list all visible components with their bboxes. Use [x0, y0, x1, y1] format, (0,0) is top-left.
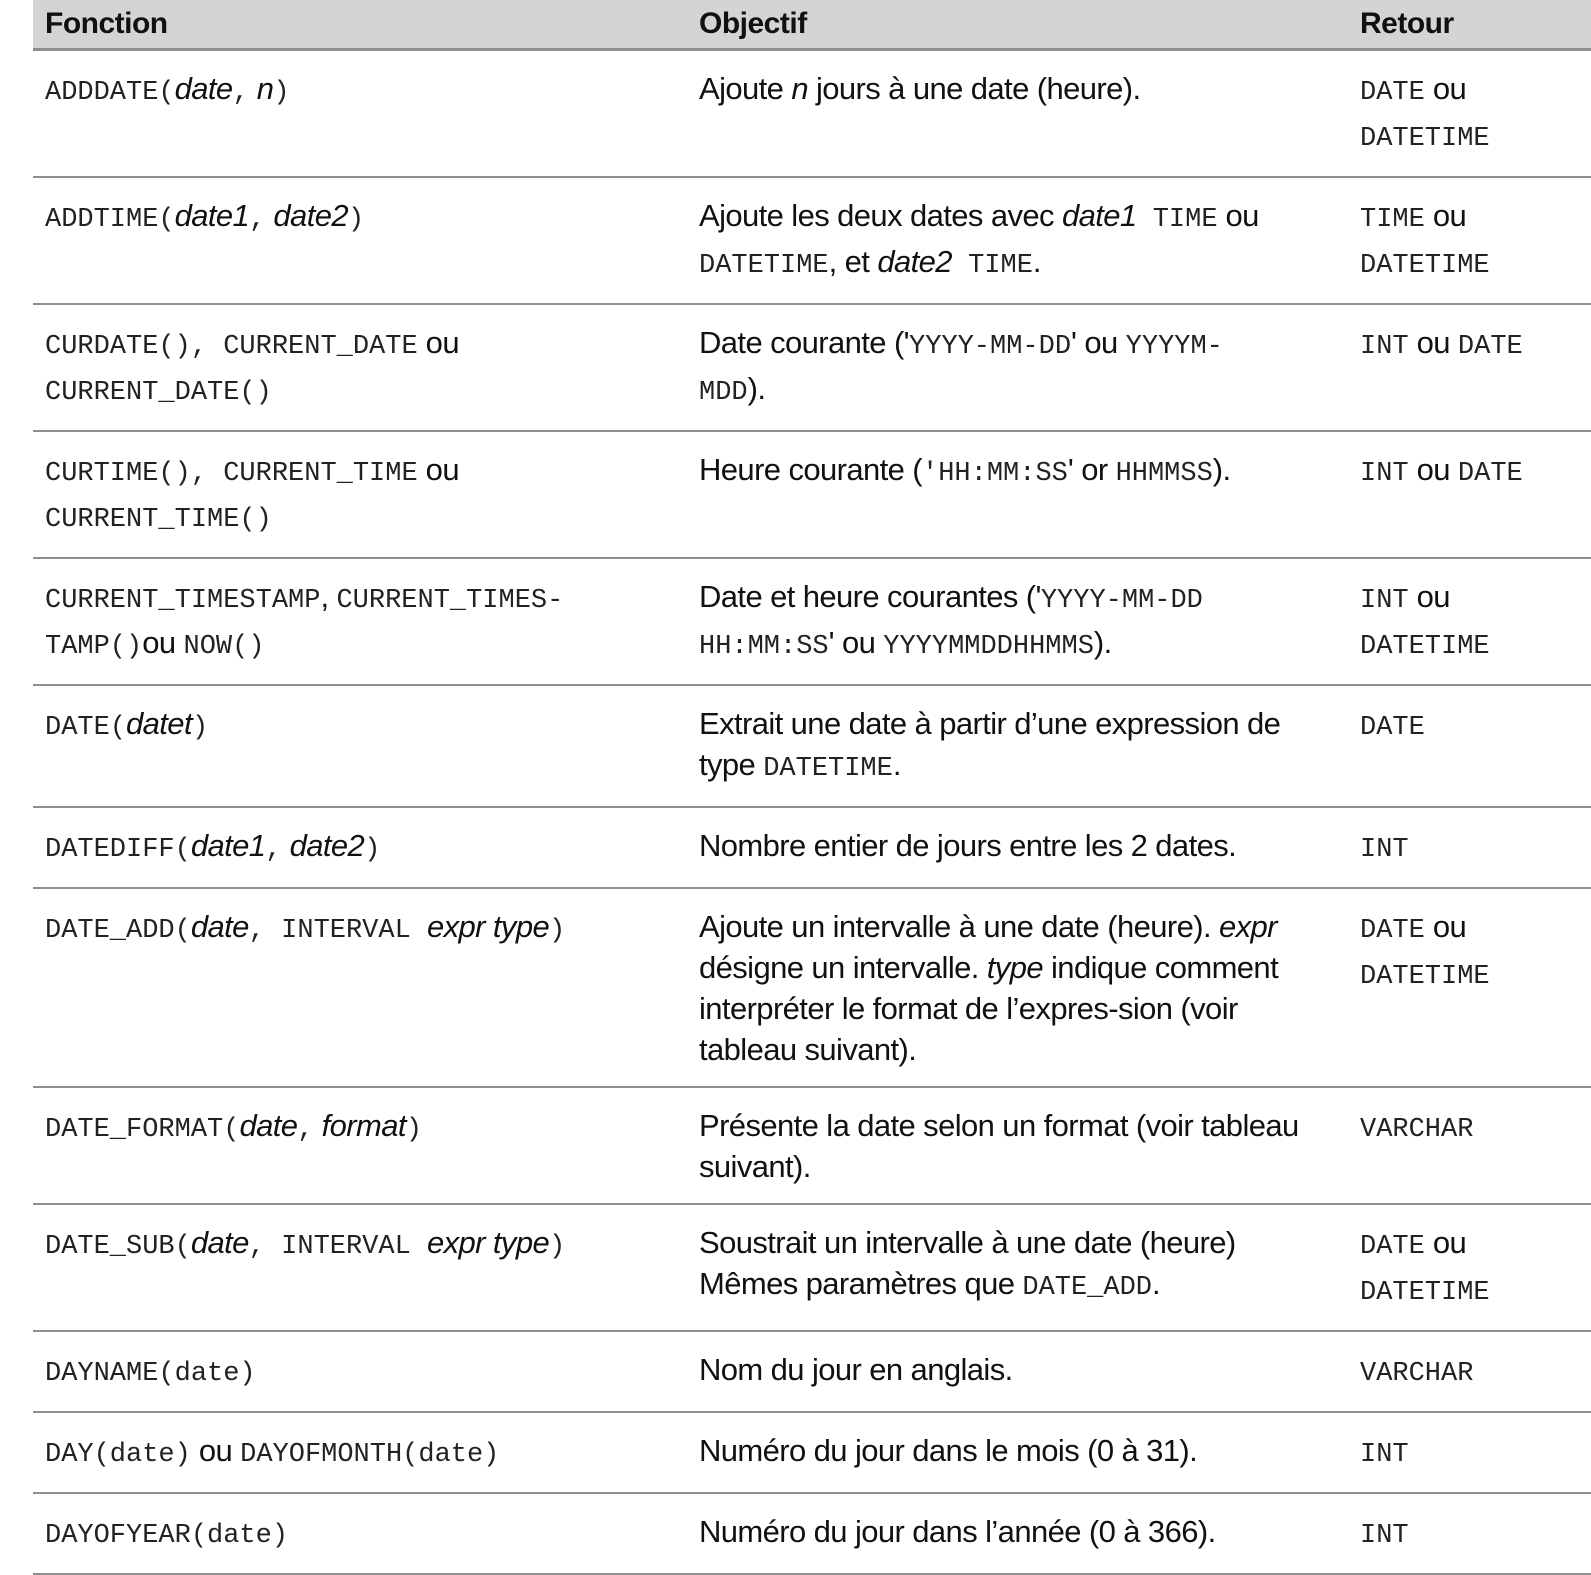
table-row	[33, 1493, 1591, 1574]
function-cell: CURDATE(), CURRENT_DATE ou CURRENT_DATE()	[33, 304, 696, 431]
purpose-cell: Nom du jour en anglais.	[696, 1331, 1348, 1412]
function-cell: CURTIME(), CURRENT_TIME ou CURRENT_TIME()	[33, 431, 696, 558]
return-cell: INT ou DATETIME	[1348, 558, 1591, 685]
table-header-row	[33, 0, 1591, 50]
return-cell: INT	[1348, 1493, 1591, 1574]
header-function: Fonction	[33, 0, 696, 50]
return-cell: DATE ou DATETIME	[1348, 50, 1591, 178]
function-cell: DATEDIFF(date1, date2)	[33, 807, 696, 888]
purpose-cell: Présente la date selon un format (voir tableau suivant).	[696, 1087, 1348, 1204]
table-row	[33, 807, 1591, 888]
purpose-cell: Numéro du jour dans le mois (0 à 31).	[696, 1412, 1348, 1493]
table-row	[33, 1331, 1591, 1412]
table-row	[33, 304, 1591, 431]
purpose-cell: Date et heure courantes ('YYYY-MM-DD HH:MM:SS' ou YYYYMMDDHHMMS).	[696, 558, 1348, 685]
purpose-cell: Heure courante ('HH:MM:SS' or HHMMSS).	[696, 431, 1348, 558]
return-cell: DATE ou DATETIME	[1348, 1204, 1591, 1331]
purpose-cell: Ajoute les deux dates avec date1 TIME ou DATETIME, et date2 TIME.	[696, 177, 1348, 304]
table-row	[33, 1204, 1591, 1331]
date-functions-table	[33, 0, 1591, 1575]
purpose-cell: Ajoute n jours à une date (heure).	[696, 50, 1348, 178]
function-cell: DATE_ADD(date, INTERVAL expr type)	[33, 888, 696, 1087]
table-row	[33, 50, 1591, 178]
table-row	[33, 1412, 1591, 1493]
return-cell: INT	[1348, 807, 1591, 888]
return-cell: DATE	[1348, 685, 1591, 807]
return-cell: VARCHAR	[1348, 1331, 1591, 1412]
purpose-cell: Date courante ('YYYY-MM-DD' ou YYYYM- MDD).	[696, 304, 1348, 431]
purpose-cell: Nombre entier de jours entre les 2 dates.	[696, 807, 1348, 888]
function-cell: DATE_SUB(date, INTERVAL expr type)	[33, 1204, 696, 1331]
function-cell: DATE(datet)	[33, 685, 696, 807]
return-cell: VARCHAR	[1348, 1087, 1591, 1204]
table-row	[33, 1087, 1591, 1204]
function-cell: DAY(date) ou DAYOFMONTH(date)	[33, 1412, 696, 1493]
function-cell: DAYOFYEAR(date)	[33, 1493, 696, 1574]
purpose-cell: Ajoute un intervalle à une date (heure). expr désigne un intervalle. type indique comment interpréter le format de l’expres-sion (voir tableau suivant).	[696, 888, 1348, 1087]
table-row	[33, 685, 1591, 807]
function-cell: ADDTIME(date1, date2)	[33, 177, 696, 304]
return-cell: INT	[1348, 1412, 1591, 1493]
return-cell: TIME ou DATETIME	[1348, 177, 1591, 304]
return-cell: INT ou DATE	[1348, 304, 1591, 431]
purpose-cell: Numéro du jour dans l’année (0 à 366).	[696, 1493, 1348, 1574]
function-cell: CURRENT_TIMESTAMP, CURRENT_TIMES- TAMP()ou NOW()	[33, 558, 696, 685]
table-row	[33, 177, 1591, 304]
function-cell: DAYNAME(date)	[33, 1331, 696, 1412]
table-row	[33, 558, 1591, 685]
return-cell: DATE ou DATETIME	[1348, 888, 1591, 1087]
purpose-cell: Extrait une date à partir d’une expression de type DATETIME.	[696, 685, 1348, 807]
function-cell: DATE_FORMAT(date, format)	[33, 1087, 696, 1204]
header-return: Retour	[1348, 0, 1591, 50]
table-row	[33, 888, 1591, 1087]
function-cell: ADDDATE(date, n)	[33, 50, 696, 178]
purpose-cell: Soustrait un intervalle à une date (heure) Mêmes paramètres que DATE_ADD.	[696, 1204, 1348, 1331]
return-cell: INT ou DATE	[1348, 431, 1591, 558]
header-purpose: Objectif	[696, 0, 1348, 50]
table-row	[33, 431, 1591, 558]
